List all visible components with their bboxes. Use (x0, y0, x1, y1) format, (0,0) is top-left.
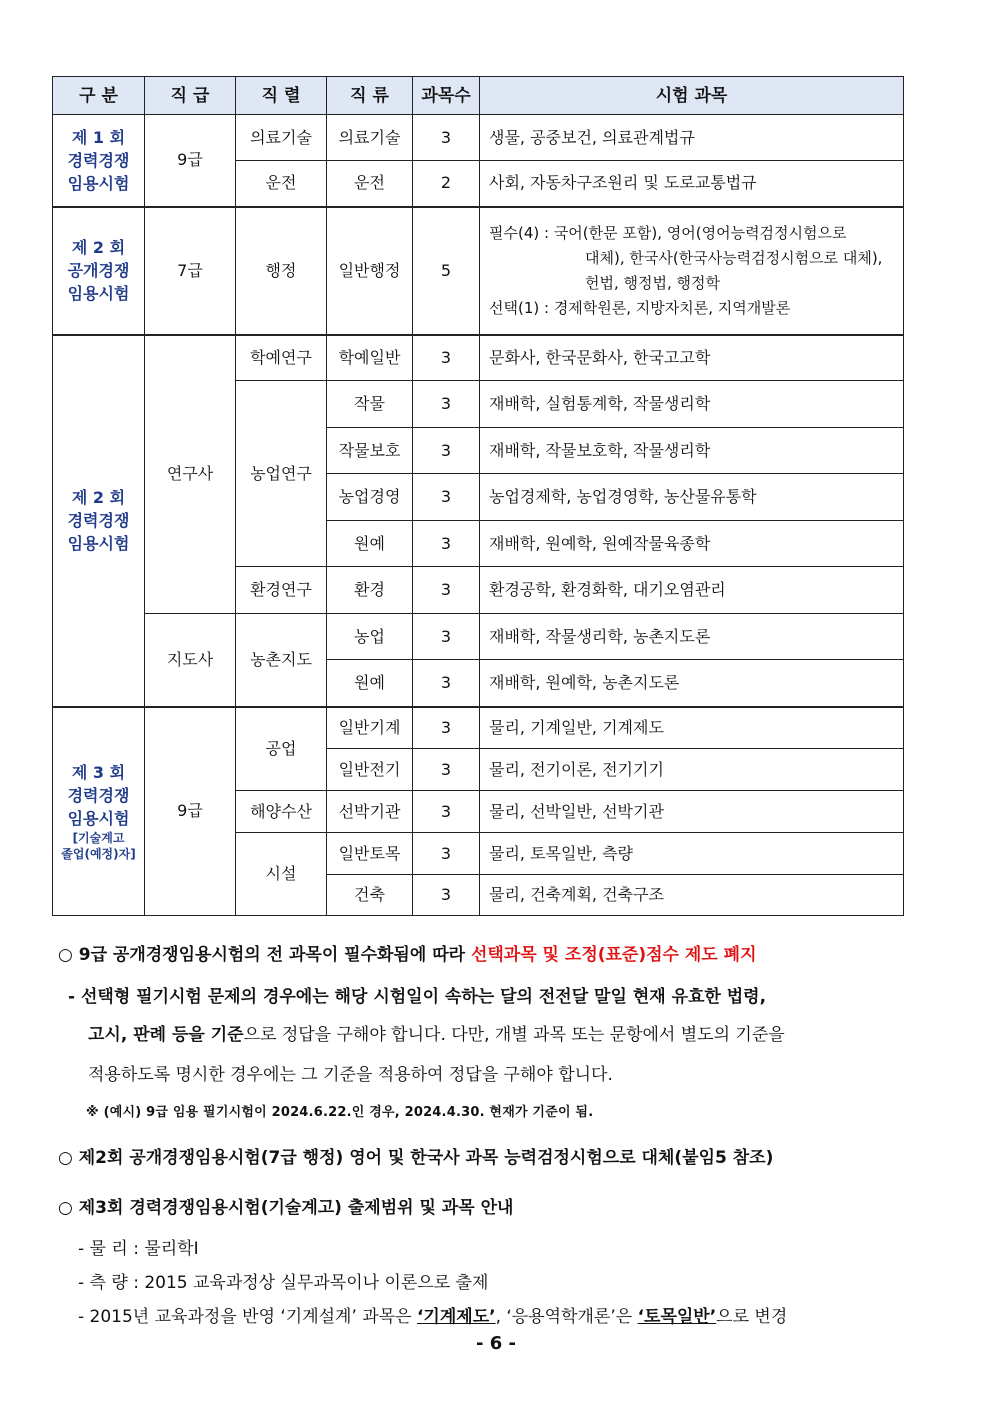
table-row (53, 707, 904, 749)
grade-cell: 9급 (145, 707, 236, 916)
subjects-cell: 재배학, 작물보호학, 작물생리학 (480, 428, 904, 474)
note-legal-basis-line3: 적용하도록 명시한 경우에는 그 기준을 적용하여 정답을 구해야 합니다. (88, 1065, 613, 1085)
note-3rd-exam-scope: ○ 제3회 경력경쟁임용시험(기술계고) 출제범위 및 과목 안내 (58, 1198, 514, 1218)
note-legal-basis-line1: - 선택형 필기시험 문제의 경우에는 해당 시험일이 속하는 달의 전전달 말일 현재 유효한 법령, (68, 987, 767, 1007)
count-cell: 3 (413, 660, 480, 707)
count-cell: 3 (413, 833, 480, 875)
required-subjects-cont: 대체), 한국사(한국사능력검정시험으로 대체), (585, 248, 883, 267)
note-physics-scope: - 물 리 : 물리학Ⅰ (78, 1239, 199, 1259)
subjects-cell: 재배학, 작물생리학, 농촌지도론 (480, 614, 904, 660)
subjects-cell: 물리, 토목일반, 측량 (480, 833, 904, 875)
kind-cell: 선박기관 (327, 791, 413, 833)
series-cell: 학예연구 (236, 335, 327, 381)
subjects-cell: 재배학, 원예학, 원예작물육종학 (480, 521, 904, 567)
count-cell: 2 (413, 161, 480, 207)
series-cell: 시설 (236, 833, 327, 916)
count-cell: 3 (413, 614, 480, 660)
count-cell: 3 (413, 335, 480, 381)
count-cell: 3 (413, 567, 480, 614)
grade-cell: 연구사 (145, 335, 236, 614)
kind-cell: 농업 (327, 614, 413, 660)
page-number: - 6 - (476, 1333, 516, 1354)
series-cell: 농업연구 (236, 381, 327, 567)
group-name: 제 2 회 경력경쟁 임용시험 (53, 335, 145, 707)
subjects-cell: 물리, 선박일반, 선박기관 (480, 791, 904, 833)
subjects-cell: 환경공학, 환경화학, 대기오염관리 (480, 567, 904, 614)
table-header-row (53, 77, 904, 115)
count-cell: 3 (413, 381, 480, 428)
subjects-cell: 물리, 기계일반, 기계제도 (480, 707, 904, 749)
series-cell: 공업 (236, 707, 327, 791)
kind-cell: 원예 (327, 521, 413, 567)
kind-cell: 작물보호 (327, 428, 413, 474)
subjects-cell: 사회, 자동차구조원리 및 도로교통법규 (480, 161, 904, 207)
series-cell: 해양수산 (236, 791, 327, 833)
subjects-cell: 물리, 건축계획, 건축구조 (480, 875, 904, 916)
subjects-cell: 재배학, 실험통계학, 작물생리학 (480, 381, 904, 428)
header-series: 직 렬 (236, 77, 327, 115)
header-subjects: 시험 과목 (480, 77, 904, 115)
group-name: 제 2 회 공개경쟁 임용시험 (53, 207, 145, 335)
table-row (53, 207, 904, 335)
header-category: 구 분 (53, 77, 145, 115)
group-name: 제 3 회 경력경쟁 임용시험 [기술계고 졸업(예정)자] (53, 707, 145, 916)
series-cell: 행정 (236, 207, 327, 335)
kind-cell: 일반전기 (327, 749, 413, 791)
subjects-cell: 생물, 공중보건, 의료관계법규 (480, 115, 904, 161)
note-7grade-substitution: ○ 제2회 공개경쟁임용시험(7급 행정) 영어 및 한국사 과목 능력검정시험으로 대체(붙임5 참조) (58, 1148, 774, 1168)
grade-cell: 7급 (145, 207, 236, 335)
series-cell: 농촌지도 (236, 614, 327, 707)
count-cell: 3 (413, 115, 480, 161)
series-cell: 의료기술 (236, 115, 327, 161)
table-row (53, 335, 904, 381)
kind-cell: 건축 (327, 875, 413, 916)
count-cell: 3 (413, 791, 480, 833)
subjects-cell: 문화사, 한국문화사, 한국고고학 (480, 335, 904, 381)
subjects-cell: 재배학, 원예학, 농촌지도론 (480, 660, 904, 707)
subjects-cell: 물리, 전기이론, 전기기기 (480, 749, 904, 791)
note-surveying-scope: - 측 량 : 2015 교육과정상 실무과목이나 이론으로 출제 (78, 1273, 489, 1293)
kind-cell: 일반행정 (327, 207, 413, 335)
grade-cell: 9급 (145, 115, 236, 207)
note-selective-abolished: ○ 9급 공개경쟁임용시험의 전 과목이 필수화됨에 따라 선택과목 및 조정(표준)점수 제도 폐지 (58, 945, 757, 965)
kind-cell: 일반토목 (327, 833, 413, 875)
required-subjects-cont: 헌법, 행정법, 행정학 (585, 273, 720, 292)
kind-cell: 원예 (327, 660, 413, 707)
exam-subjects-table (52, 76, 904, 916)
series-cell: 운전 (236, 161, 327, 207)
count-cell: 3 (413, 749, 480, 791)
series-cell: 환경연구 (236, 567, 327, 614)
kind-cell: 작물 (327, 381, 413, 428)
subjects-cell (480, 207, 904, 335)
header-count: 과목수 (413, 77, 480, 115)
count-cell: 5 (413, 207, 480, 335)
kind-cell: 운전 (327, 161, 413, 207)
kind-cell: 학예일반 (327, 335, 413, 381)
optional-subjects: 선택(1) : 경제학원론, 지방자치론, 지역개발론 (489, 298, 791, 317)
note-example: ※ (예시) 9급 임용 필기시험이 2024.6.22.인 경우, 2024.4.30. 현재가 기준이 됨. (86, 1105, 594, 1120)
count-cell: 3 (413, 875, 480, 916)
note-subject-change: - 2015년 교육과정을 반영 ‘기계설계’ 과목은 ‘기계제도’, ‘응용역학개론’은 ‘토목일반’으로 변경 (78, 1307, 788, 1327)
header-kind: 직 류 (327, 77, 413, 115)
kind-cell: 농업경영 (327, 474, 413, 521)
subjects-cell: 농업경제학, 농업경영학, 농산물유통학 (480, 474, 904, 521)
table-row (53, 115, 904, 161)
count-cell: 3 (413, 428, 480, 474)
header-grade: 직 급 (145, 77, 236, 115)
required-subjects: 필수(4) : 국어(한문 포함), 영어(영어능력검정시험으로 (489, 223, 847, 242)
group-name: 제 1 회 경력경쟁 임용시험 (53, 115, 145, 207)
kind-cell: 환경 (327, 567, 413, 614)
count-cell: 3 (413, 474, 480, 521)
table-row (53, 614, 904, 660)
count-cell: 3 (413, 521, 480, 567)
kind-cell: 일반기계 (327, 707, 413, 749)
count-cell: 3 (413, 707, 480, 749)
note-legal-basis-line2: 고시, 판례 등을 기준으로 정답을 구해야 합니다. 다만, 개별 과목 또는 문항에서 별도의 기준을 (88, 1025, 785, 1045)
grade-cell: 지도사 (145, 614, 236, 707)
kind-cell: 의료기술 (327, 115, 413, 161)
